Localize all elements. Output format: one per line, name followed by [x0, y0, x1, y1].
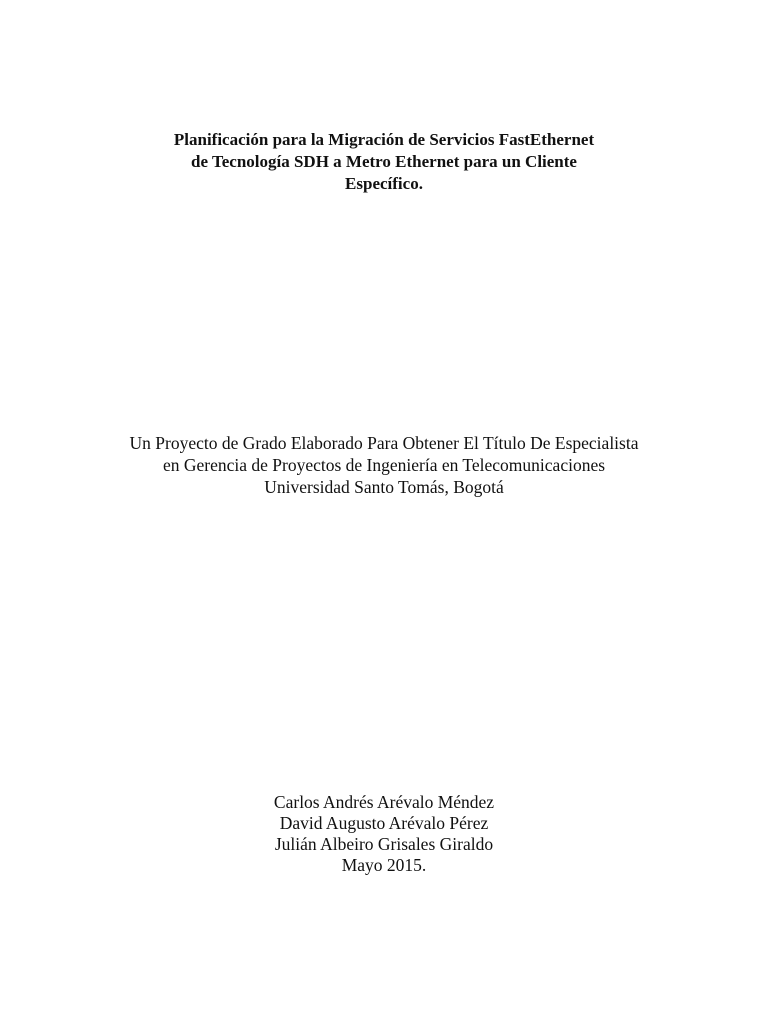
title-line: Planificación para la Migración de Servicios FastEthernet — [173, 130, 595, 149]
author-name: Carlos Andrés Arévalo Méndez — [273, 792, 495, 812]
description-line: Universidad Santo Tomás, Bogotá — [264, 477, 504, 497]
author-list — [0, 792, 768, 876]
title-line: de Tecnología SDH a Metro Ethernet para un Cliente — [191, 152, 577, 171]
description-line: Un Proyecto de Grado Elaborado Para Obtener El Título De Especialista — [129, 433, 639, 453]
author-name: Julián Albeiro Grisales Giraldo — [274, 834, 494, 854]
author-name: David Augusto Arévalo Pérez — [279, 813, 489, 833]
description-line: en Gerencia de Proyectos de Ingeniería en Telecomunicaciones — [162, 455, 606, 475]
document-title — [0, 129, 768, 195]
project-description — [0, 432, 768, 498]
title-line: Específico. — [345, 174, 423, 193]
document-date: Mayo 2015. — [341, 855, 427, 875]
